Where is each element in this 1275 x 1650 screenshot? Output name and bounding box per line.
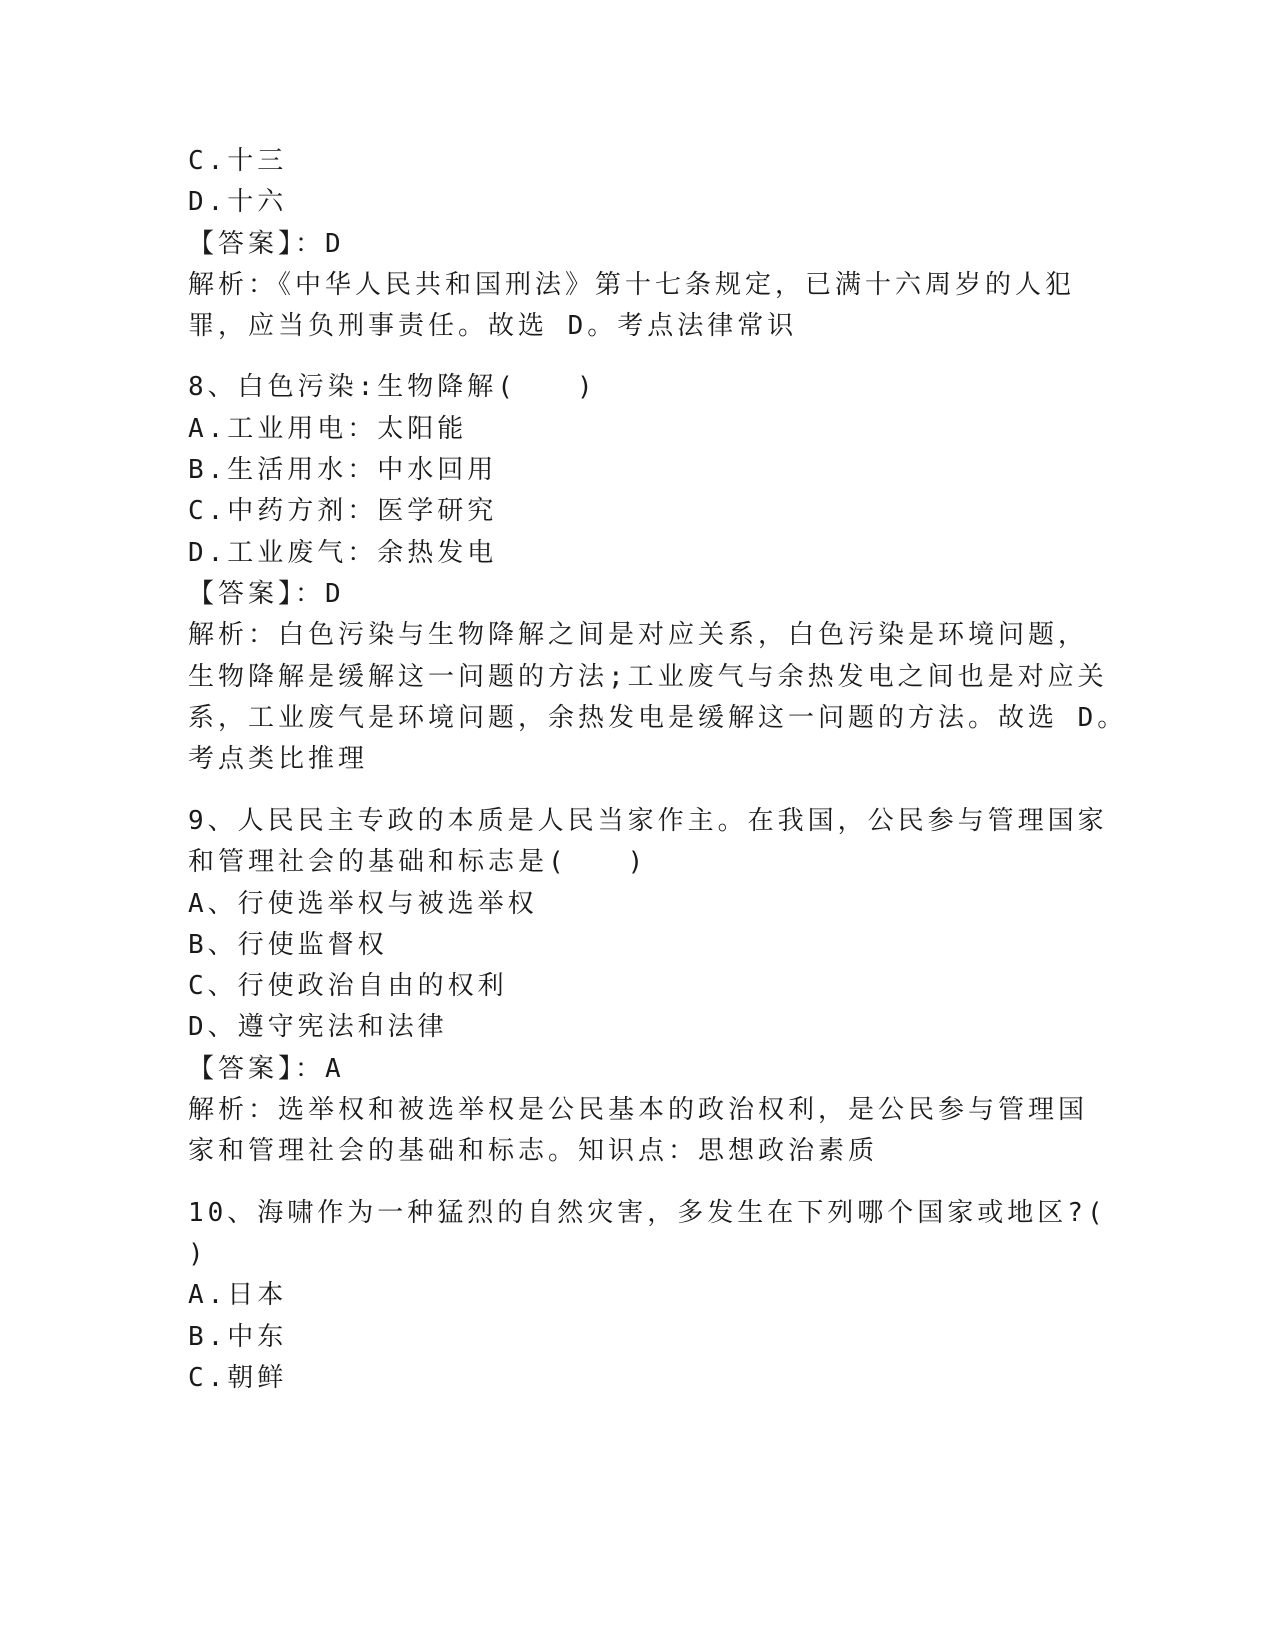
q8-analysis-line-3: 系，工业废气是环境问题，余热发电是缓解这一问题的方法。故选 D。 — [188, 703, 1128, 733]
q9-option-a: A、行使选举权与被选举权 — [188, 889, 538, 919]
q9-answer: 【答案】：A — [188, 1054, 345, 1084]
q8-answer: 【答案】：D — [188, 579, 345, 609]
q9-option-d: D、遵守宪法和法律 — [188, 1012, 448, 1042]
q9-option-b: B、行使监督权 — [188, 930, 388, 960]
q9-analysis-line-2: 家和管理社会的基础和标志。知识点：思想政治素质 — [188, 1136, 879, 1166]
q9-stem-line-1: 9、人民民主专政的本质是人民当家作主。在我国，公民参与管理国家 — [188, 806, 1108, 836]
q7-analysis-line-1: 解析：《中华人民共和国刑法》第十七条规定，已满十六周岁的人犯 — [188, 270, 1076, 300]
q7-option-d: D.十六 — [188, 187, 288, 217]
q9-analysis-line-1: 解析：选举权和被选举权是公民基本的政治权利，是公民参与管理国 — [188, 1095, 1089, 1125]
q10-option-b: B.中东 — [188, 1322, 288, 1352]
q8-analysis-line-4: 考点类比推理 — [188, 744, 369, 774]
q8-analysis-line-2: 生物降解是缓解这一问题的方法;工业废气与余热发电之间也是对应关 — [188, 662, 1108, 692]
q10-stem-line-2: ) — [188, 1239, 208, 1269]
q10-option-a: A.日本 — [188, 1280, 288, 1310]
q8-option-b: B.生活用水：中水回用 — [188, 455, 498, 485]
q7-option-c: C.十三 — [188, 146, 288, 176]
q8-option-a: A.工业用电：太阳能 — [188, 414, 468, 444]
q7-answer: 【答案】：D — [188, 229, 345, 259]
q8-option-c: C.中药方剂：医学研究 — [188, 496, 498, 526]
q8-option-d: D.工业废气：余热发电 — [188, 538, 498, 568]
q7-analysis-line-2: 罪，应当负刑事责任。故选 D。考点法律常识 — [188, 311, 798, 341]
q10-stem-line-1: 10、海啸作为一种猛烈的自然灾害，多发生在下列哪个国家或地区?( — [188, 1198, 1107, 1228]
q8-analysis-line-1: 解析：白色污染与生物降解之间是对应关系，白色污染是环境问题， — [188, 620, 1089, 650]
q9-stem-line-2: 和管理社会的基础和标志是( ) — [188, 847, 648, 877]
q10-option-c: C.朝鲜 — [188, 1363, 288, 1393]
q8-stem: 8、白色污染:生物降解( ) — [188, 372, 597, 402]
q9-option-c: C、行使政治自由的权利 — [188, 971, 508, 1001]
